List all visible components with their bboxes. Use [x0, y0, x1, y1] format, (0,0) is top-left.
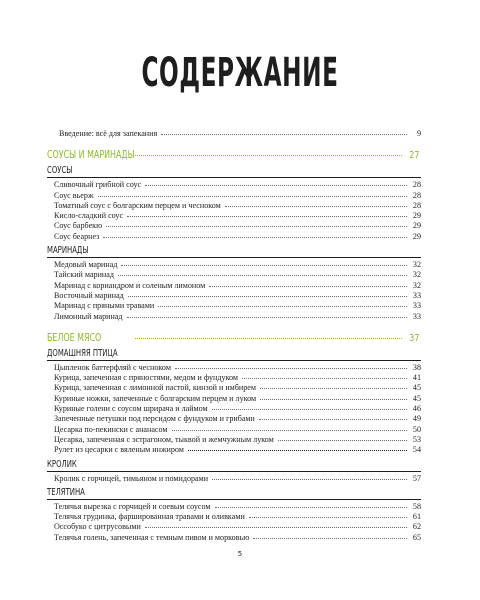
entry-page: 33: [412, 290, 421, 300]
entry-list: [54, 180, 421, 242]
entry-page: 29: [412, 231, 421, 241]
entry-page: 28: [412, 200, 421, 210]
entry-label: Рулет из цесарки с вяленым инжиром: [54, 445, 184, 455]
entry-label: Соус барбекю: [54, 221, 103, 231]
leader-dots: [278, 434, 407, 441]
toc-entry: [54, 474, 421, 484]
entry-label: Лимонный маринад: [54, 311, 123, 321]
entry-list: [54, 474, 421, 484]
leader-dots: [128, 290, 407, 297]
chapter-title: БЕЛОЕ МЯСО: [47, 330, 102, 344]
page-title: СОДЕРЖАНИЕ: [141, 50, 339, 96]
leader-dots: [127, 311, 407, 318]
leader-dots: [249, 511, 407, 518]
leader-dots: [98, 190, 407, 197]
table-of-contents: [47, 129, 421, 543]
intro-label: Введение: всё для запекания: [59, 129, 158, 138]
toc-entry: [54, 445, 421, 455]
section-title: КРОЛИК: [47, 458, 77, 470]
leader-dots: [172, 424, 407, 431]
entry-label: Цыпленок баттерфляй с чесноком: [54, 362, 171, 372]
entry-label: Восточный маринад: [54, 290, 124, 300]
leader-dots: [242, 372, 407, 379]
entry-label: Запеченные петушки под персидом с фундуком и грибами: [54, 414, 255, 424]
leader-dots: [260, 382, 407, 389]
entry-page: 65: [412, 532, 421, 542]
section-heading: [47, 246, 421, 258]
entry-label: Цесарка, запеченная с эстрагоном, тыквой и жемчужным луком: [54, 434, 274, 444]
entry-label: Сливочный грибной соус: [54, 180, 142, 190]
entry-page: 45: [412, 393, 421, 403]
entry-label: Телячья голень, запеченная с темным пивом и морковью: [54, 532, 250, 542]
entry-page: 62: [412, 522, 421, 532]
chapter-title: СОУСЫ И МАРИНАДЫ: [47, 148, 135, 162]
entry-label: Маринад с пряными травами: [54, 301, 155, 311]
chapter-heading: [47, 331, 421, 345]
entry-label: Телячья вырезка с горчицей и соевым соусом: [54, 501, 211, 511]
leader-dots: [188, 444, 407, 451]
entry-label: Телячья грудинка, фаршированная травами и оливками: [54, 512, 245, 522]
leader-dots: [121, 259, 407, 266]
leader-dots: [103, 231, 407, 238]
leader-dots: [259, 413, 407, 420]
leader-dots: [127, 210, 407, 217]
entry-page: 54: [412, 445, 421, 455]
entry-label: Оссобуко с цитрусовыми: [54, 522, 141, 532]
entry-page: 29: [412, 211, 421, 221]
entry-label: Кисло-сладкий соус: [54, 211, 124, 221]
leader-dots: [209, 280, 407, 287]
leader-dots: [145, 179, 407, 186]
leader-dots: [212, 403, 407, 410]
section-title: ТЕЛЯТИНА: [47, 486, 85, 498]
entry-page: 53: [412, 434, 421, 444]
entry-label: Курица, запеченная с пряностями, медом и фундуком: [54, 373, 239, 383]
toc-entry: [54, 312, 421, 322]
section-title: МАРИНАДЫ: [47, 245, 89, 257]
entry-label: Маринад с кориандром и соленым лимоном: [54, 280, 206, 290]
leader-dots: [118, 269, 407, 276]
entry-page: 46: [412, 404, 421, 414]
chapter-page: 37: [409, 332, 420, 344]
toc-entry: [54, 533, 421, 543]
entry-label: Медовый маринад: [54, 260, 118, 270]
leader-dots: [225, 200, 407, 207]
chapter-leader-dots: [135, 330, 402, 339]
intro-entry: [59, 129, 421, 139]
entry-list: [54, 502, 421, 543]
section-heading: [47, 460, 421, 472]
entry-page: 32: [412, 280, 421, 290]
page-number: 5: [237, 550, 243, 558]
entry-list: [54, 363, 421, 456]
entry-page: 28: [412, 190, 421, 200]
entry-list: [54, 260, 421, 322]
entry-page: 28: [412, 180, 421, 190]
entry-page: 32: [412, 260, 421, 270]
entry-label: Кролик с горчицей, тимьяном и помидорами: [54, 473, 209, 483]
entry-page: 61: [412, 512, 421, 522]
entry-page: 58: [412, 501, 421, 511]
entry-page: 33: [412, 311, 421, 321]
toc-entry: [54, 232, 421, 242]
leader-dots: [253, 532, 407, 539]
entry-label: Куриные ножки, запеченные с болгарским перцем и луком: [54, 393, 257, 403]
section-title: ДОМАШНЯЯ ПТИЦА: [47, 347, 118, 359]
entry-page: 57: [412, 473, 421, 483]
entry-page: 50: [412, 424, 421, 434]
leader-dots: [106, 220, 407, 227]
chapters-container: [47, 148, 421, 543]
entry-page: 38: [412, 362, 421, 372]
section-heading: [47, 488, 421, 500]
entry-label: Соус вьерж: [54, 190, 94, 200]
leader-dots: [212, 473, 407, 480]
section-title: СОУСЫ: [47, 165, 73, 177]
leader-dots: [260, 393, 407, 400]
entry-label: Томатный соус с болгарским перцем и чесноком: [54, 200, 221, 210]
intro-page: 9: [416, 129, 421, 138]
leader-dots: [145, 521, 407, 528]
chapter-leader-dots: [135, 147, 402, 156]
entry-page: 49: [412, 414, 421, 424]
leader-dots: [161, 128, 407, 135]
section-heading: [47, 349, 421, 361]
entry-page: 45: [412, 383, 421, 393]
leader-dots: [215, 501, 408, 508]
entry-page: 29: [412, 221, 421, 231]
section-heading: [47, 166, 421, 178]
entry-label: Соус беарнез: [54, 231, 100, 241]
entry-page: 41: [412, 373, 421, 383]
entry-label: Курица, запеченная с лимонной пастой, кинзой и имбирем: [54, 383, 257, 393]
entry-label: Куриные голени с соусом шрирача и лаймом: [54, 404, 208, 414]
leader-dots: [158, 300, 407, 307]
entry-page: 33: [412, 301, 421, 311]
chapter-heading: [47, 148, 421, 162]
entry-page: 32: [412, 270, 421, 280]
leader-dots: [175, 362, 407, 369]
entry-label: Тайский маринад: [54, 270, 114, 280]
entry-label: Цесарка по-пекински с ананасом: [54, 424, 168, 434]
chapter-page: 27: [409, 150, 420, 162]
